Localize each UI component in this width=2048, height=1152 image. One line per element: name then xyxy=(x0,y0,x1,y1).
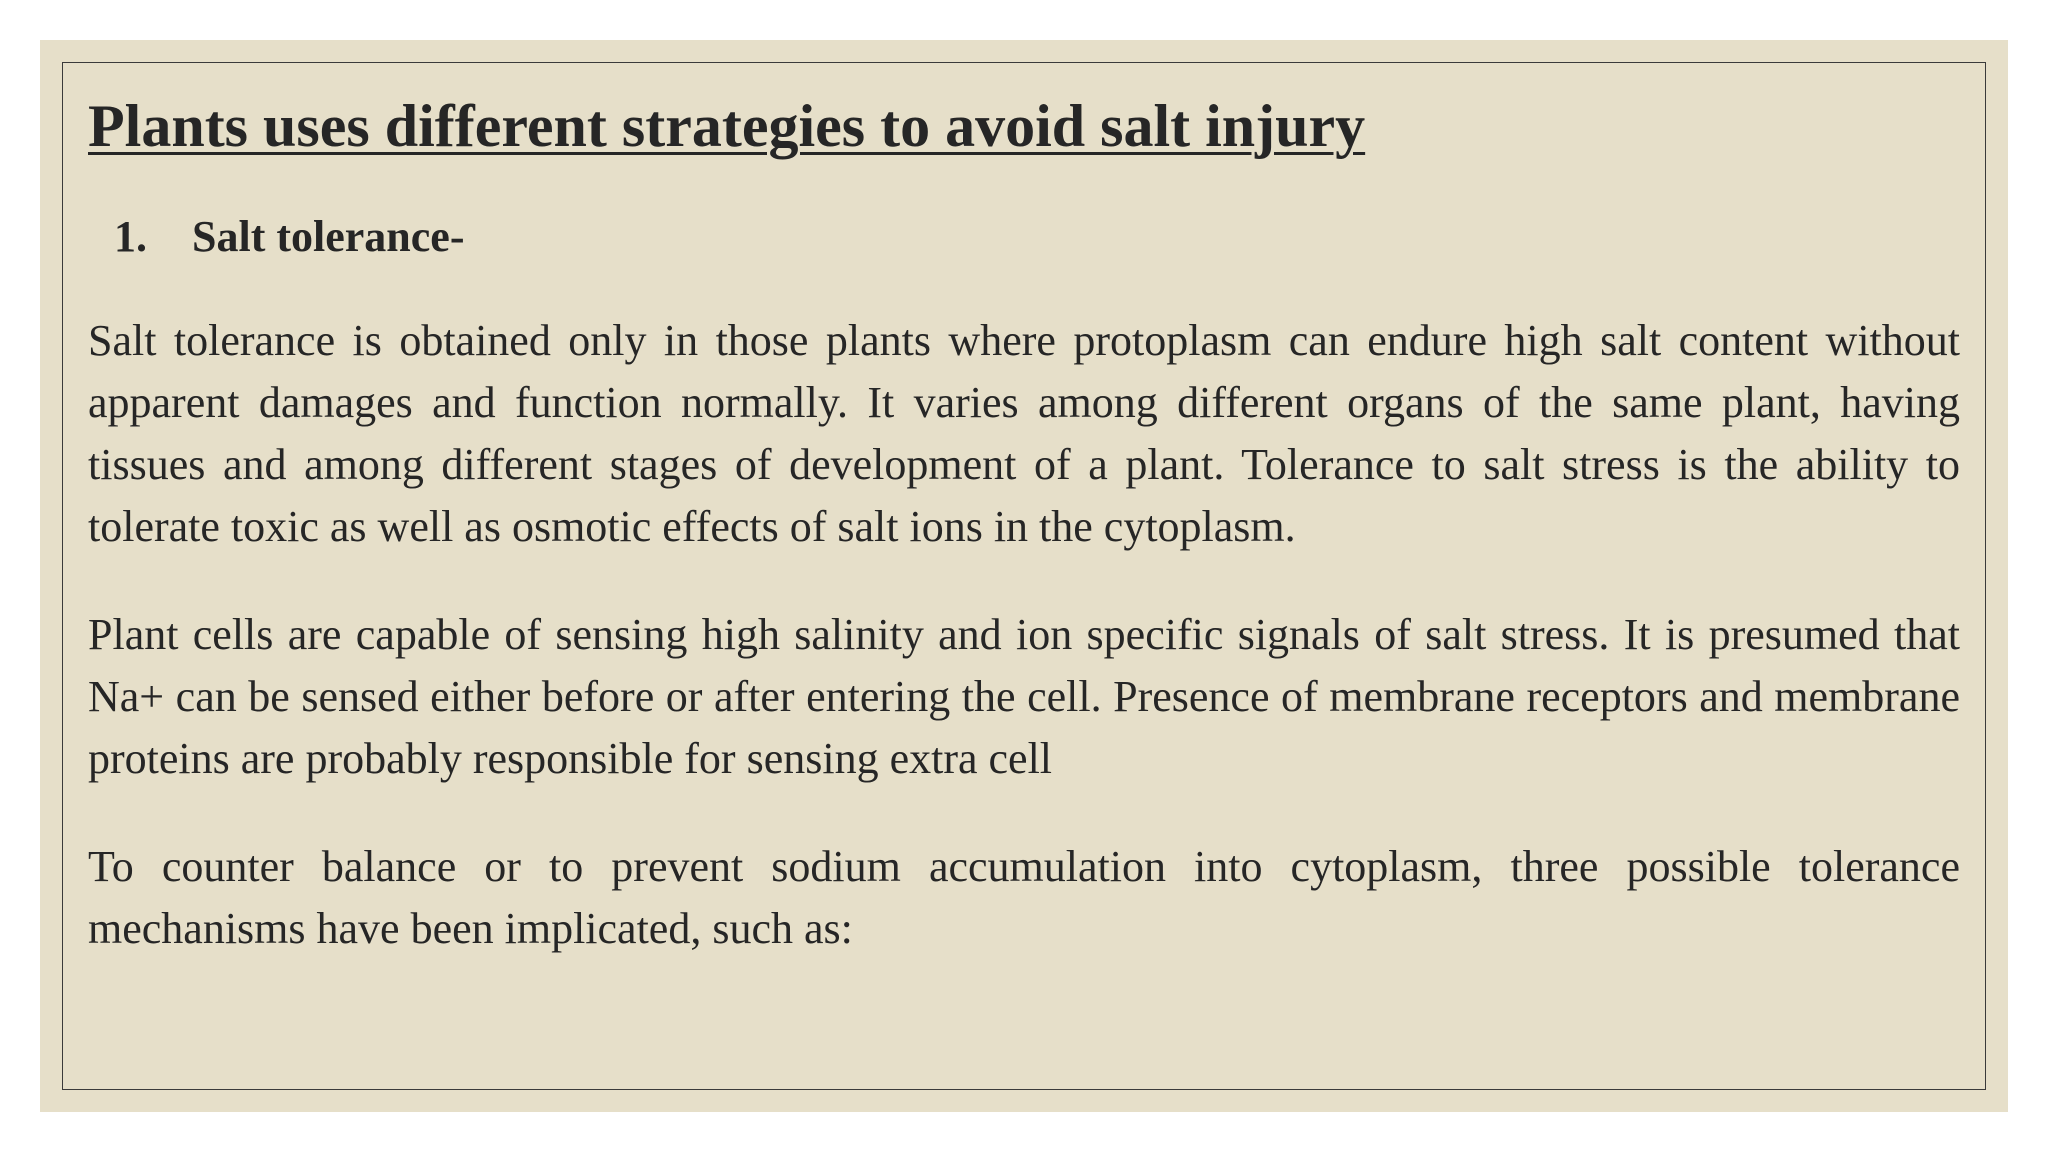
slide xyxy=(40,40,2008,1112)
list-number: 1. xyxy=(114,212,147,261)
slide-title: Plants uses different strategies to avoid salt injury xyxy=(88,93,1366,159)
numbered-heading xyxy=(114,211,1960,264)
list-heading: Salt tolerance- xyxy=(192,212,465,261)
paragraph-tolerance-mechanisms: To counter balance or to prevent sodium accumulation into cytoplasm, three possible tolerance mechanisms have been implicated, such as: xyxy=(88,841,1960,953)
paragraph-salt-sensing: Plant cells are capable of sensing high salinity and ion specific signals of salt stress. It is presumed that Na+ can be sensed either before or after entering the cell. Presence of membrane receptors and membrane proteins are probably responsible for sensing extra cell xyxy=(88,609,1960,783)
paragraph-salt-tolerance: Salt tolerance is obtained only in those plants where protoplasm can endure high salt content without apparent damages and function normally. It varies among different organs of the same plant, having tissues and among different stages of development of a plant. Tolerance to salt stress is the ability to tolerate toxic as well as osmotic effects of salt ions in the cytoplasm. xyxy=(88,315,1960,551)
slide-content xyxy=(88,92,1960,960)
